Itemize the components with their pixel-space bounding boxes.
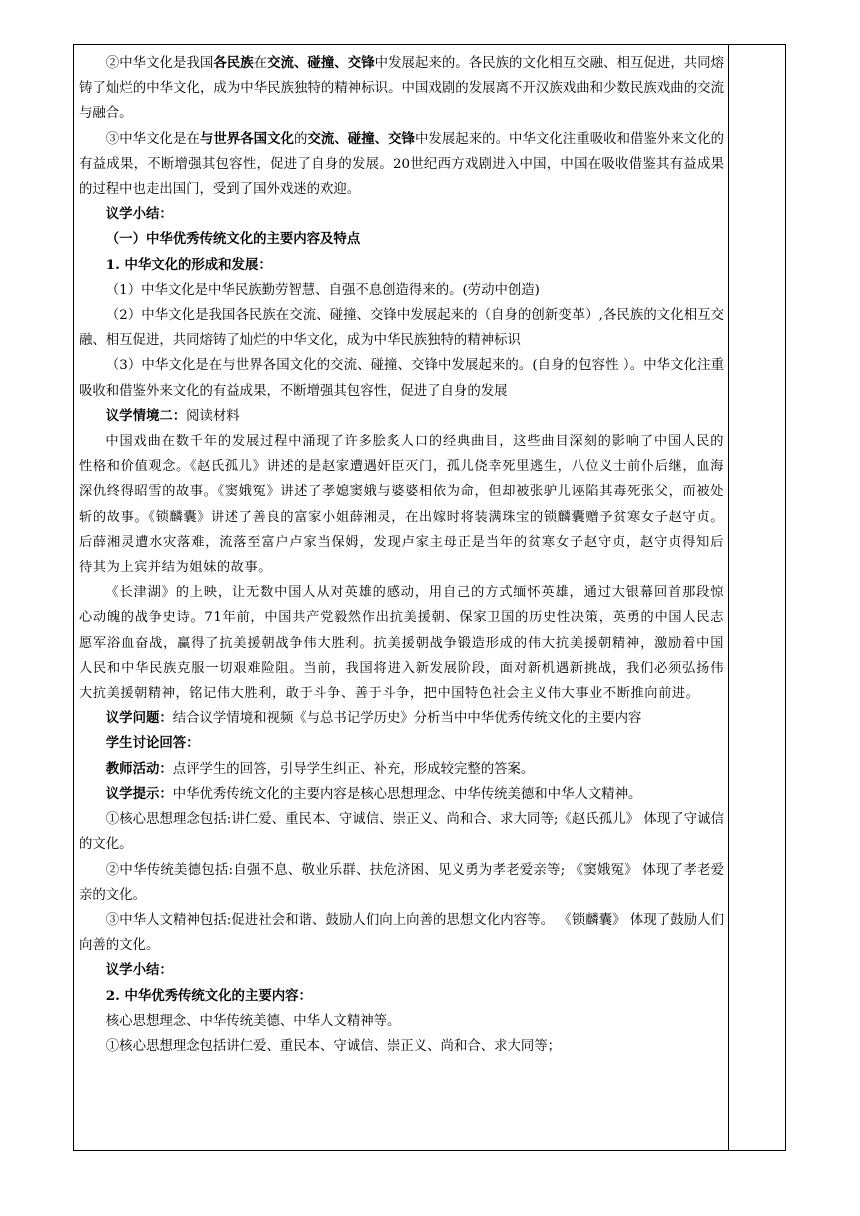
summary-item-1: （1）中华文化是中华民族勤劳智慧、自强不息创造得来的。(劳动中创造) bbox=[105, 282, 540, 298]
main-cell bbox=[79, 51, 724, 1059]
subsection-title-1: 1. 中华文化的形成和发展： bbox=[105, 256, 272, 273]
question-line: 议学问题：结合议学情境和视频《与总书记学历史》分析当中中华优秀传统文化的主要内容 bbox=[105, 710, 642, 727]
hint-line: 议学提示：中华优秀传统文化的主要内容是核心思想理念、中华传统美德和中华人文精神。 bbox=[105, 785, 642, 802]
hint-item-3: ③中华人文精神包括:促进社会和谐、鼓励人们向上向善的思想文化内容等。 《锁麟囊》 体现了鼓励人们向善的文化。 bbox=[79, 912, 724, 954]
reading-opera: 中国戏曲在数千年的发展过程中涌现了许多脍炙人口的经典曲目，这些曲目深刻的影响了中国人民的性格和价值观念。《赵氏孤儿》讲述的是赵家遭遇奸臣灭门，孤儿侥幸死里逃生，八位义士前仆后继，血海深仇终得昭雪的故事。《窦娥冤》讲述了孝媳窦娥与婆婆相依为命，但却被张驴儿诬陷其毒死张父，而被处斩的故事。《锁麟囊》讲述了善良的富家小姐薛湘灵，在出嫁时将装满珠宝的锁麟囊赠予贫寒女子赵守贞。后薛湘灵遭水灾落难，流落至富户卢家当保姆，发现卢家主母正是当年的贫寒女子赵守贞，赵守贞得知后待其为上宾并结为姐妹的故事。 bbox=[79, 434, 724, 576]
section-title-1: （一）中华优秀传统文化的主要内容及特点 bbox=[105, 231, 361, 248]
reading-changjinhu: 《长津湖》的上映，让无数中国人从对英雄的感动，用自己的方式缅怀英雄，通过大银幕回首那段惊心动魄的战争史诗。71年前，中国共产党毅然作出抗美援朝、保家卫国的历史性决策，英勇的中国人民志愿军浴血奋战，赢得了抗美援朝战争伟大胜利。抗美援朝战争锻造形成的伟大抗美援朝精神，激励着中国人民和中华民族克服一切艰难险阻。当前，我国将进入新发展阶段，面对新机遇新挑战，我们必须弘扬伟大抗美援朝精神，铭记伟大胜利，敢于斗争、善于斗争，把中国特色社会主义伟大事业不断推向前进。 bbox=[79, 585, 724, 702]
content-line-2: ①核心思想理念包括讲仁爱、重民本、守诚信、崇正义、尚和合、求大同等； bbox=[105, 1038, 562, 1054]
summary-item-2: （2）中华文化是我国各民族在交流、碰撞、交锋中发展起来的（自身的创新变革）,各民族的文化相互交融、相互促进，共同熔铸了灿烂的中华文化，成为中华民族独特的精神标识 bbox=[79, 308, 724, 349]
column-divider bbox=[728, 45, 729, 1150]
hint-item-2: ②中华传统美德包括:自强不息、敬业乐群、扶危济困、见义勇为孝老爱亲等; 《窦娥冤》 体现了孝老爱亲的文化。 bbox=[79, 862, 724, 903]
paragraph-minzu: ②中华文化是我国各民族在交流、碰撞、交锋中发展起来的。各民族的文化相互交融、相互促进，共同熔铸了灿烂的中华文化，成为中华民族独特的精神标识。中国戏剧的发展离不开汉族戏曲和少数民族戏曲的交流与融合。 bbox=[79, 55, 725, 122]
subsection-title-2: 2. 中华优秀传统文化的主要内容： bbox=[105, 987, 312, 1004]
scene2-line: 议学情境二：阅读材料 bbox=[105, 407, 240, 424]
student-line: 学生讨论回答： bbox=[105, 735, 200, 752]
table-frame bbox=[73, 44, 786, 1151]
summary-item-3: （3）中华文化是在与世界各国文化的交流、碰撞、交锋中发展起来的。(自身的包容性 ）。中华文化注重吸收和借鉴外来文化的有益成果，不断增强其包容性，促进了自身的发展 bbox=[79, 358, 724, 399]
summary-label-1: 议学小结： bbox=[105, 206, 173, 223]
paragraph-shijie: ③中华文化是在与世界各国文化的交流、碰撞、交锋中发展起来的。中华文化注重吸收和借鉴外来文化的有益成果，不断增强其包容性，促进了自身的发展。20世纪西方戏剧进入中国，中国在吸收借鉴其有益成果的过程中也走出国门，受到了国外戏迷的欢迎。 bbox=[79, 130, 725, 198]
content-line-1: 核心思想理念、中华传统美德、中华人文精神等。 bbox=[105, 1013, 401, 1029]
teacher-line: 教师活动：点评学生的回答，引导学生纠正、补充，形成较完整的答案。 bbox=[105, 760, 535, 777]
hint-item-1: ①核心思想理念包括:讲仁爱、重民本、守诚信、崇正义、尚和合、求大同等;《赵氏孤儿》 体现了守诚信的文化。 bbox=[79, 812, 724, 853]
summary-label-2: 议学小结： bbox=[105, 962, 173, 979]
